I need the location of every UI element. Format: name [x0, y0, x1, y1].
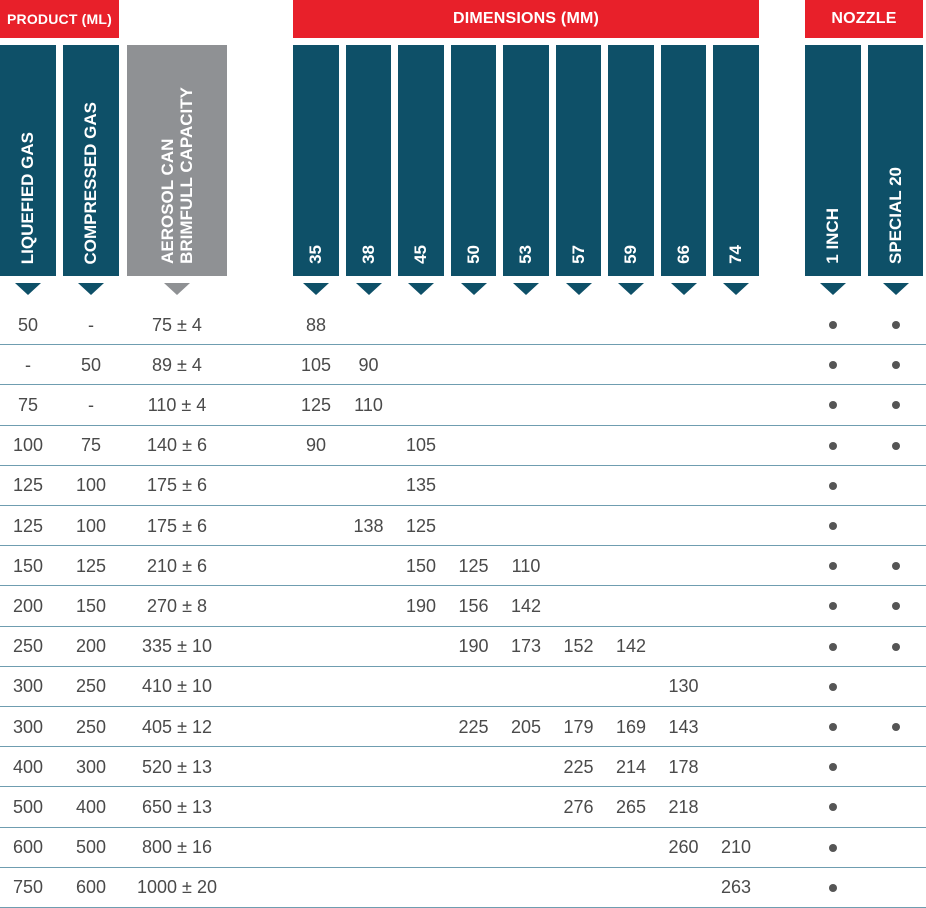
cell-d45 — [398, 707, 444, 747]
chevron-down-icon — [164, 283, 190, 295]
nozzle-cell-special20 — [868, 345, 923, 385]
cell-d50 — [451, 345, 496, 385]
cell-d74 — [713, 747, 759, 787]
cell-d35: 90 — [305, 435, 327, 456]
cell-d38 — [346, 546, 391, 586]
cell-d35 — [293, 828, 339, 868]
col-header-liquefied-gas — [0, 45, 56, 276]
cell-d74 — [713, 385, 759, 425]
nozzle-cell-inch1 — [805, 345, 861, 385]
dot-icon — [892, 361, 900, 369]
cell-d45 — [398, 747, 444, 787]
cell-d35: 88 — [305, 314, 327, 335]
cell-d50 — [451, 506, 496, 546]
table-row — [0, 627, 926, 667]
cell-comp: 600 — [75, 877, 107, 898]
cell-d50 — [451, 787, 496, 827]
table-row — [0, 506, 926, 546]
cell-d66: 178 — [668, 756, 699, 777]
cell-d50 — [451, 747, 496, 787]
nozzle-cell-inch1 — [805, 707, 861, 747]
cell-d35 — [293, 466, 339, 506]
cell-d59: 169 — [615, 716, 647, 737]
col-label: SPECIAL 20 — [885, 166, 905, 264]
dot-icon — [829, 844, 837, 852]
cell-liq: - — [25, 354, 31, 375]
chevron-down-icon — [566, 283, 592, 295]
col-header-compressed-gas — [63, 45, 119, 276]
dot-icon — [829, 683, 837, 691]
cell-d59 — [608, 385, 654, 425]
table-row — [0, 586, 926, 626]
col-header-dim-53 — [503, 45, 549, 276]
cell-d59: 265 — [615, 796, 647, 817]
cell-d45 — [398, 345, 444, 385]
cell-cap: 175 ± 6 — [147, 515, 207, 536]
cell-d57 — [556, 345, 601, 385]
chevron-down-icon — [723, 283, 749, 295]
cell-d45: 105 — [405, 435, 437, 456]
cell-cap: 405 ± 12 — [142, 716, 212, 737]
dot-icon — [892, 401, 900, 409]
cell-cap: 210 ± 6 — [147, 555, 207, 576]
nozzle-cell-special20 — [868, 747, 923, 787]
dot-icon — [829, 763, 837, 771]
cell-d57 — [556, 546, 601, 586]
cell-liq: 125 — [12, 515, 44, 536]
table-row — [0, 466, 926, 506]
cell-d35 — [293, 586, 339, 626]
dot-icon — [829, 643, 837, 651]
cell-d57 — [556, 385, 601, 425]
cell-d50 — [451, 385, 496, 425]
nozzle-cell-inch1 — [805, 787, 861, 827]
cell-d45 — [398, 868, 444, 908]
dot-icon — [892, 321, 900, 329]
cell-d35 — [293, 546, 339, 586]
cell-d38: 110 — [354, 394, 383, 415]
cell-d38 — [346, 828, 391, 868]
nozzle-cell-special20 — [868, 586, 923, 626]
cell-d50 — [451, 466, 496, 506]
nozzle-cell-special20 — [868, 385, 923, 425]
dot-icon — [829, 361, 837, 369]
cell-d53 — [503, 426, 549, 466]
cell-d59 — [608, 667, 654, 707]
nozzle-cell-inch1 — [805, 385, 861, 425]
col-label: AEROSOL CAN BRIMFULL CAPACITY — [158, 87, 196, 264]
col-label: 57 — [568, 245, 588, 264]
cell-d38 — [346, 305, 391, 345]
table-row — [0, 828, 926, 868]
dot-icon — [829, 321, 837, 329]
cell-d53 — [503, 466, 549, 506]
nozzle-cell-special20 — [868, 868, 923, 908]
col-label: 74 — [726, 245, 745, 264]
cell-d53 — [503, 828, 549, 868]
table-row — [0, 667, 926, 707]
cell-d74 — [713, 426, 759, 466]
cell-d38 — [346, 627, 391, 667]
cell-d50: 190 — [458, 636, 489, 657]
cell-d66: 130 — [668, 676, 699, 697]
table-row — [0, 426, 926, 466]
cell-comp: 100 — [75, 515, 107, 536]
cell-cap: 650 ± 13 — [142, 796, 212, 817]
dot-icon — [829, 602, 837, 610]
cell-d57: 276 — [563, 796, 594, 817]
cell-liq: 50 — [17, 314, 39, 335]
chevron-down-icon — [408, 283, 434, 295]
cell-d66: 260 — [668, 837, 699, 858]
cell-d53: 205 — [510, 716, 542, 737]
cell-d59 — [608, 586, 654, 626]
col-header-dim-50 — [451, 45, 496, 276]
cell-d38 — [346, 868, 391, 908]
cell-liq: 300 — [12, 716, 44, 737]
cell-d53 — [503, 787, 549, 827]
cell-d53 — [503, 667, 549, 707]
cell-cap: 335 ± 10 — [142, 636, 212, 657]
nozzle-cell-special20 — [868, 506, 923, 546]
col-header-nozzle-1-inch — [805, 45, 861, 276]
chevron-down-icon — [513, 283, 539, 295]
cell-liq: 500 — [12, 796, 44, 817]
dot-icon — [829, 482, 837, 490]
cell-d74 — [713, 466, 759, 506]
col-header-dim-66 — [661, 45, 706, 276]
cell-d57: 152 — [563, 636, 594, 657]
nozzle-cell-inch1 — [805, 627, 861, 667]
cell-comp: 500 — [75, 837, 107, 858]
cell-comp: 50 — [80, 354, 102, 375]
dot-icon — [829, 884, 837, 892]
cell-liq: 100 — [12, 435, 44, 456]
table-row — [0, 868, 926, 908]
chevron-down-icon — [15, 283, 41, 295]
dot-icon — [892, 442, 900, 450]
cell-d66: 143 — [668, 716, 699, 737]
cell-comp: 100 — [75, 475, 107, 496]
dot-icon — [829, 723, 837, 731]
col-label: 50 — [463, 245, 483, 264]
chevron-down-icon — [883, 283, 909, 295]
dot-icon — [829, 562, 837, 570]
cell-d45: 190 — [405, 595, 437, 616]
cell-d53 — [503, 747, 549, 787]
cell-d66 — [661, 506, 706, 546]
cell-d57 — [556, 426, 601, 466]
nozzle-cell-special20 — [868, 707, 923, 747]
cell-d53 — [503, 305, 549, 345]
chevron-down-icon — [356, 283, 382, 295]
cell-d74 — [713, 787, 759, 827]
dot-icon — [829, 442, 837, 450]
cell-d35 — [293, 707, 339, 747]
cell-d50 — [451, 868, 496, 908]
col-label: COMPRESSED GAS — [81, 101, 100, 264]
cell-d38 — [346, 747, 391, 787]
cell-d53 — [503, 868, 549, 908]
cell-d38 — [346, 787, 391, 827]
cell-cap: 89 ± 4 — [152, 354, 202, 375]
chevron-down-icon — [820, 283, 846, 295]
cell-d45 — [398, 305, 444, 345]
cell-comp: 125 — [75, 555, 107, 576]
cell-d57 — [556, 305, 601, 345]
chevron-down-icon — [303, 283, 329, 295]
chevron-down-icon — [671, 283, 697, 295]
cell-cap: 175 ± 6 — [147, 475, 207, 496]
chevron-down-icon — [78, 283, 104, 295]
cell-d59: 142 — [615, 636, 647, 657]
cell-cap: 140 ± 6 — [147, 435, 207, 456]
cell-d57 — [556, 667, 601, 707]
cell-d53 — [503, 385, 549, 425]
cell-d59 — [608, 466, 654, 506]
cell-d45 — [398, 828, 444, 868]
cell-cap: 110 ± 4 — [147, 394, 207, 415]
col-header-dim-59 — [608, 45, 654, 276]
cell-d74 — [713, 506, 759, 546]
cell-d53 — [503, 345, 549, 385]
nozzle-cell-special20 — [868, 426, 923, 466]
cell-d66 — [661, 466, 706, 506]
nozzle-cell-inch1 — [805, 426, 861, 466]
cell-d66 — [661, 385, 706, 425]
cell-d57 — [556, 828, 601, 868]
cell-d59 — [608, 546, 654, 586]
nozzle-cell-special20 — [868, 667, 923, 707]
cell-d50: 156 — [458, 595, 489, 616]
cell-d74 — [713, 667, 759, 707]
cell-d45 — [398, 627, 444, 667]
cell-d45: 150 — [405, 555, 437, 576]
cell-d50 — [451, 667, 496, 707]
cell-d74 — [713, 586, 759, 626]
cell-d38 — [346, 667, 391, 707]
cell-cap: 410 ± 10 — [142, 676, 212, 697]
cell-d57: 225 — [563, 756, 594, 777]
nozzle-cell-special20 — [868, 627, 923, 667]
col-header-dim-57 — [556, 45, 601, 276]
cell-liq: 250 — [12, 636, 44, 657]
cell-d45 — [398, 385, 444, 425]
cell-d53: 142 — [510, 595, 542, 616]
cell-liq: 75 — [17, 394, 39, 415]
table-row — [0, 546, 926, 586]
cell-d38 — [346, 707, 391, 747]
cell-d59 — [608, 345, 654, 385]
nozzle-cell-inch1 — [805, 546, 861, 586]
nozzle-cell-special20 — [868, 546, 923, 586]
col-header-nozzle-special-20 — [868, 45, 923, 276]
cell-d57 — [556, 586, 601, 626]
dot-icon — [892, 562, 900, 570]
cell-d57 — [556, 868, 601, 908]
cell-d45 — [398, 787, 444, 827]
chevron-down-icon — [461, 283, 487, 295]
col-label: 59 — [621, 245, 640, 264]
nozzle-cell-special20 — [868, 466, 923, 506]
cell-d38: 138 — [353, 515, 384, 536]
cell-comp: - — [88, 394, 94, 415]
group-header-dimensions: DIMENSIONS (MM) — [293, 0, 759, 38]
cell-d74: 210 — [720, 837, 752, 858]
cell-d59: 214 — [615, 756, 647, 777]
nozzle-cell-inch1 — [805, 828, 861, 868]
nozzle-cell-inch1 — [805, 586, 861, 626]
col-label: 38 — [358, 245, 378, 264]
cell-d66 — [661, 868, 706, 908]
cell-d38: 90 — [358, 354, 379, 375]
cell-liq: 200 — [12, 595, 44, 616]
col-label: 66 — [673, 245, 693, 264]
cell-d74 — [713, 707, 759, 747]
cell-d35 — [293, 747, 339, 787]
cell-d66 — [661, 586, 706, 626]
cell-d35 — [293, 627, 339, 667]
table-row — [0, 787, 926, 827]
col-label: LIQUEFIED GAS — [18, 131, 37, 264]
cell-d74 — [713, 345, 759, 385]
cell-comp: - — [88, 314, 94, 335]
chevron-down-icon — [618, 283, 644, 295]
cell-comp: 200 — [75, 636, 107, 657]
cell-d45: 125 — [405, 515, 437, 536]
cell-d50: 125 — [458, 555, 489, 576]
cell-d66: 218 — [668, 796, 699, 817]
col-header-dim-74 — [713, 45, 759, 276]
table-row — [0, 385, 926, 425]
cell-d57 — [556, 466, 601, 506]
dot-icon — [892, 643, 900, 651]
cell-d53: 173 — [510, 636, 542, 657]
col-header-dim-45 — [398, 45, 444, 276]
cell-d66 — [661, 345, 706, 385]
nozzle-cell-special20 — [868, 305, 923, 345]
group-header-nozzle: NOZZLE — [805, 0, 923, 38]
cell-d50 — [451, 828, 496, 868]
cell-d35 — [293, 506, 339, 546]
cell-d59 — [608, 828, 654, 868]
cell-d59 — [608, 506, 654, 546]
cell-comp: 300 — [75, 756, 107, 777]
nozzle-cell-special20 — [868, 787, 923, 827]
cell-d57: 179 — [563, 716, 594, 737]
cell-d74 — [713, 305, 759, 345]
col-label: 53 — [516, 245, 535, 264]
col-label: 45 — [411, 245, 430, 264]
cell-d74 — [713, 546, 759, 586]
cell-liq: 400 — [12, 756, 44, 777]
nozzle-cell-inch1 — [805, 747, 861, 787]
col-header-capacity — [127, 45, 227, 276]
cell-cap: 1000 ± 20 — [137, 877, 217, 898]
cell-d35: 105 — [300, 354, 332, 375]
cell-liq: 125 — [12, 475, 44, 496]
cell-cap: 800 ± 16 — [142, 837, 212, 858]
cell-liq: 750 — [12, 877, 44, 898]
cell-d66 — [661, 426, 706, 466]
table-row — [0, 747, 926, 787]
dot-icon — [892, 602, 900, 610]
cell-liq: 600 — [12, 837, 44, 858]
col-label: 1 INCH — [823, 208, 842, 264]
dot-icon — [829, 803, 837, 811]
dot-icon — [829, 522, 837, 530]
cell-d50 — [451, 426, 496, 466]
cell-d59 — [608, 868, 654, 908]
nozzle-cell-inch1 — [805, 506, 861, 546]
cell-comp: 250 — [75, 676, 107, 697]
cell-comp: 75 — [80, 435, 102, 456]
col-header-dim-38 — [346, 45, 391, 276]
cell-cap: 520 ± 13 — [142, 756, 212, 777]
table-row — [0, 345, 926, 385]
cell-comp: 400 — [75, 796, 107, 817]
col-header-dim-35 — [293, 45, 339, 276]
cell-d66 — [661, 305, 706, 345]
cell-d38 — [346, 586, 391, 626]
cell-d74 — [713, 627, 759, 667]
dot-icon — [829, 401, 837, 409]
cell-d38 — [346, 426, 391, 466]
cell-d59 — [608, 305, 654, 345]
nozzle-cell-inch1 — [805, 667, 861, 707]
cell-comp: 250 — [75, 716, 107, 737]
cell-d50 — [451, 305, 496, 345]
cell-cap: 270 ± 8 — [147, 595, 207, 616]
cell-d35 — [293, 667, 339, 707]
table-row — [0, 305, 926, 345]
cell-comp: 150 — [75, 595, 107, 616]
cell-d57 — [556, 506, 601, 546]
cell-liq: 150 — [12, 555, 44, 576]
cell-d74: 263 — [720, 877, 752, 898]
nozzle-cell-special20 — [868, 828, 923, 868]
cell-d35 — [293, 868, 339, 908]
table-row — [0, 707, 926, 747]
nozzle-cell-inch1 — [805, 466, 861, 506]
nozzle-cell-inch1 — [805, 868, 861, 908]
cell-d50: 225 — [458, 716, 489, 737]
cell-d35: 125 — [300, 394, 332, 415]
cell-liq: 300 — [12, 676, 44, 697]
cell-d59 — [608, 426, 654, 466]
cell-d45: 135 — [405, 475, 437, 496]
cell-d66 — [661, 627, 706, 667]
cell-cap: 75 ± 4 — [152, 314, 202, 335]
cell-d53: 110 — [511, 555, 541, 576]
cell-d45 — [398, 667, 444, 707]
cell-d35 — [293, 787, 339, 827]
dot-icon — [892, 723, 900, 731]
cell-d53 — [503, 506, 549, 546]
cell-d66 — [661, 546, 706, 586]
col-label: 35 — [306, 245, 325, 264]
nozzle-cell-inch1 — [805, 305, 861, 345]
group-header-product: PRODUCT (ML) — [0, 0, 119, 38]
cell-d38 — [346, 466, 391, 506]
